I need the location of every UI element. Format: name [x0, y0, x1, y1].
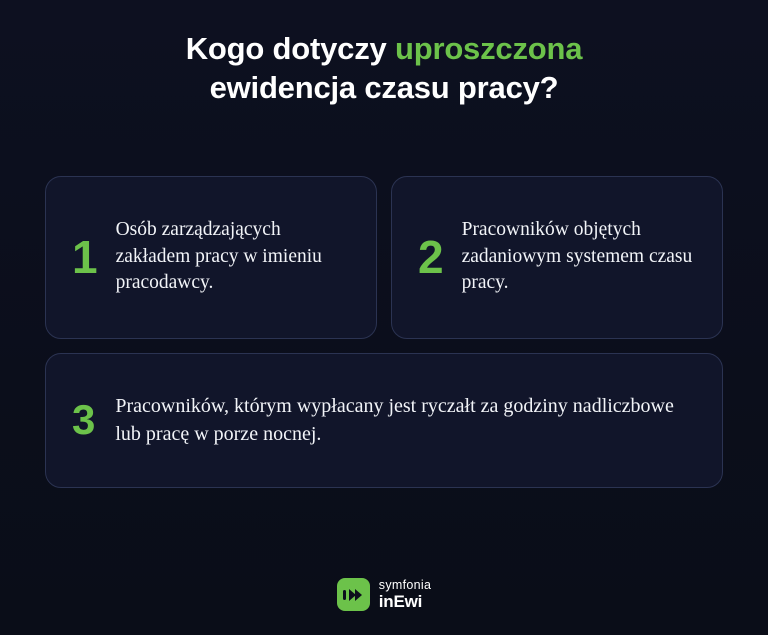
card-text-2: Pracowników objętych zadaniowym systemem czasu pracy. — [461, 218, 693, 294]
title-line-2: ewidencja czasu pracy? — [209, 69, 559, 105]
title-line-1 — [34, 30, 734, 69]
card-item-3 — [45, 353, 723, 488]
card-number-2: 2 — [418, 231, 444, 283]
page-title — [34, 30, 734, 108]
title-text-leading: Kogo dotyczy — [185, 31, 395, 66]
card-number-3: 3 — [72, 396, 96, 443]
card-text-1: Osób zarządzających zakładem pracy w imieniu pracodawcy. — [115, 218, 322, 294]
card-item-1 — [45, 176, 377, 339]
logo-wordmark — [379, 579, 431, 611]
card-text-3: Pracowników, którym wypłacany jest ryczałt za godziny nadliczbowe lub pracę w porze nocnej. — [115, 395, 674, 445]
card-number-1: 1 — [72, 231, 98, 283]
brand-logo — [0, 578, 768, 611]
card-item-2 — [391, 176, 723, 339]
title-accent-word: uproszczona — [394, 31, 583, 66]
logo-symfonia-text: symfonia — [378, 577, 432, 592]
cards-container — [45, 176, 723, 488]
inewi-mark-icon — [337, 578, 370, 611]
logo-inewi-text: inEwi — [378, 592, 423, 612]
